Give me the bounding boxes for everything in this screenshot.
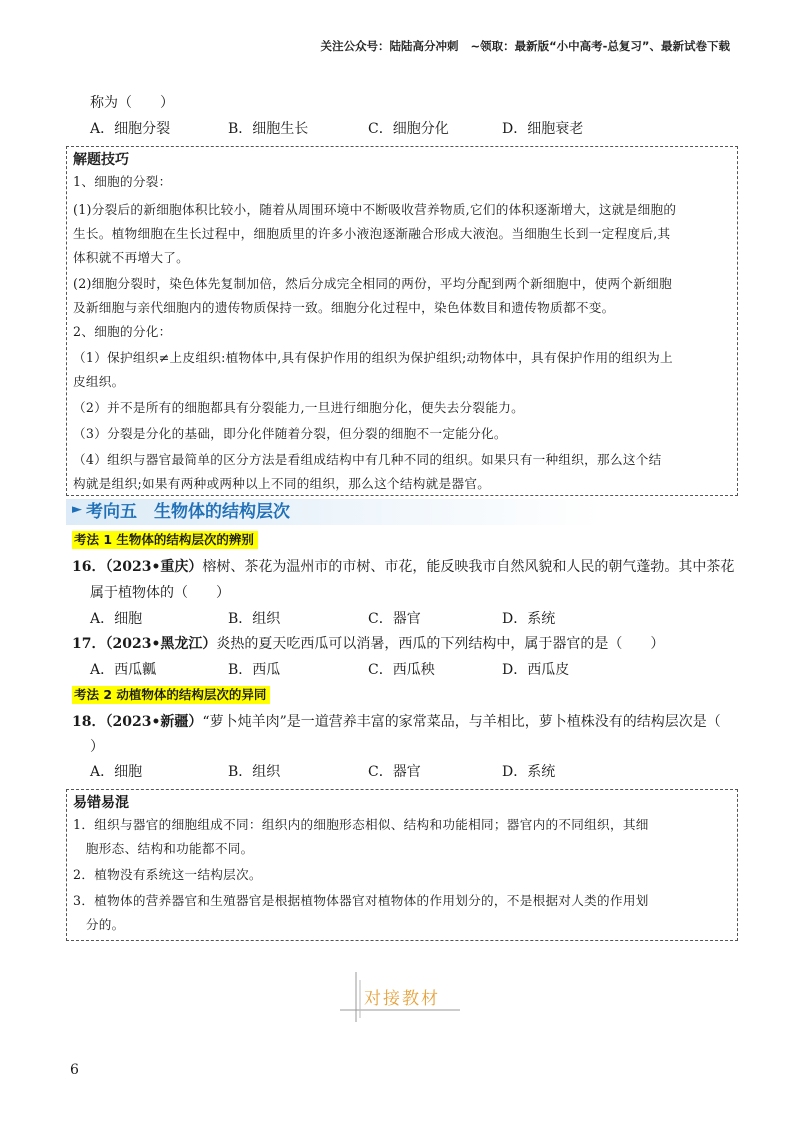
mistakes-box: [66, 789, 738, 941]
question-number: 17．: [72, 636, 106, 652]
tips-line: 构就是组织;如果有两种或两种以上不同的组织，那么这个结构就是器官。: [73, 476, 491, 491]
mark-text: 对接教材: [364, 989, 440, 1009]
mistakes-title: 易错易混: [73, 795, 129, 811]
question-stem: “萝卜炖羊肉”是一道营养丰富的家常菜品，与羊相比，萝卜植株没有的结构层次是（: [202, 714, 721, 730]
question-stem: 炎热的夏天吃西瓜可以消暑，西瓜的下列结构中，属于器官的是（ ）: [216, 636, 665, 652]
question-source: （2023•黑龙江）: [105, 636, 217, 652]
mistakes-line: 3．植物体的营养器官和生殖器官是根据植物体器官对植物体的作用划分的，不是根据对人类的作用划: [73, 893, 649, 908]
mistakes-line: 2．植物没有系统这一结构层次。: [73, 867, 262, 882]
option-b: B．细胞生长: [228, 121, 309, 137]
section-title: 考向五 生物体的结构层次: [86, 502, 290, 522]
tips-line: 2、细胞的分化：: [73, 324, 172, 339]
tips-line: （1）保护组织≠上皮组织:植物体中,具有保护作用的组织为保护组织;动物体中，具有保护作用的组织为上: [73, 350, 673, 365]
tips-line: （3）分裂是分化的基础，即分化伴随着分裂，但分裂的细胞不一定能分化。: [73, 426, 507, 441]
option-c: C．器官: [368, 611, 421, 627]
prev-question-stem: 称为（ ）: [90, 95, 174, 111]
option-c: C．细胞分化: [368, 121, 449, 137]
option-a: A．细胞分裂: [90, 121, 171, 137]
question-source: （2023•新疆）: [105, 714, 203, 730]
tips-line: (1)分裂后的新细胞体积比较小，随着从周围环境中不断吸收营养物质,它们的体积逐渐增大，这就是细胞的: [73, 202, 677, 217]
question-number: 18．: [72, 714, 106, 730]
tips-line: (2)细胞分裂时，染色体先复制加倍，然后分成完全相同的两份，平均分配到两个新细胞中，使两个新细胞: [73, 276, 672, 291]
tips-line: 体积就不再增大了。: [73, 250, 190, 265]
textbook-link-mark: [340, 972, 460, 1022]
page-header: [312, 38, 730, 54]
mistakes-line: 胞形态、结构和功能都不同。: [73, 841, 254, 856]
option-d: D．细胞衰老: [502, 121, 584, 137]
tips-line: 及新细胞与亲代细胞内的遗传物质保持一致。细胞分化过程中，染色体数目和遗传物质都不变。: [73, 300, 615, 315]
method-label-1: 考法 1 生物体的结构层次的辨别: [72, 531, 258, 549]
mistakes-line: 1．组织与器官的细胞组成不同：组织内的细胞形态相似、结构和功能相同；器官内的不同组织，其细: [73, 817, 649, 832]
option-c: C．西瓜秧: [368, 662, 435, 678]
question-18: [72, 712, 721, 732]
option-a: A．细胞: [90, 764, 143, 780]
tips-line: （2）并不是所有的细胞都具有分裂能力,一旦进行细胞分化，便失去分裂能力。: [73, 400, 525, 415]
option-a: A．细胞: [90, 611, 143, 627]
header-left: 关注公众号：陆陆高分冲刺: [320, 39, 459, 53]
header-right: ~领取：最新版“小中高考-总复习”、最新试卷下载: [470, 39, 730, 53]
tips-line: 皮组织。: [73, 374, 125, 389]
option-b: B．西瓜: [228, 662, 281, 678]
option-d: D．系统: [502, 611, 556, 627]
question-source: （2023•重庆）: [105, 559, 203, 575]
option-b: B．组织: [228, 611, 281, 627]
mistakes-line: 分的。: [73, 917, 125, 932]
section-heading: [66, 499, 736, 525]
tips-line: 生长。植物细胞在生长过程中，细胞质里的许多小液泡逐渐融合形成大液泡。当细胞生长到一定程度后,其: [73, 226, 671, 241]
option-c: C．器官: [368, 764, 421, 780]
tips-title: 解题技巧: [73, 152, 129, 168]
option-b: B．组织: [228, 764, 281, 780]
question-16-stem-cont: 属于植物体的（ ）: [90, 585, 230, 601]
question-18-stem-cont: ）: [90, 739, 104, 755]
option-d: D．系统: [502, 764, 556, 780]
question-number: 16．: [72, 559, 106, 575]
method-label-2: 考法 2 动植物体的结构层次的异同: [72, 686, 270, 704]
tips-line: （4）组织与器官最简单的区分方法是看组成结构中有几种不同的组织。如果只有一种组织，那么这个结: [73, 452, 662, 467]
tips-line: 1、细胞的分裂：: [73, 174, 172, 189]
tips-box: [66, 146, 738, 496]
question-16: [72, 557, 734, 577]
page-number: 6: [70, 1062, 79, 1078]
question-17: [72, 634, 664, 654]
option-d: D．西瓜皮: [502, 662, 570, 678]
question-stem: 榕树、茶花为温州市的市树、市花，能反映我市自然风貌和人民的朝气蓬勃。其中茶花: [202, 559, 735, 575]
triangle-icon: ►: [72, 502, 82, 517]
option-a: A．西瓜瓤: [90, 662, 157, 678]
